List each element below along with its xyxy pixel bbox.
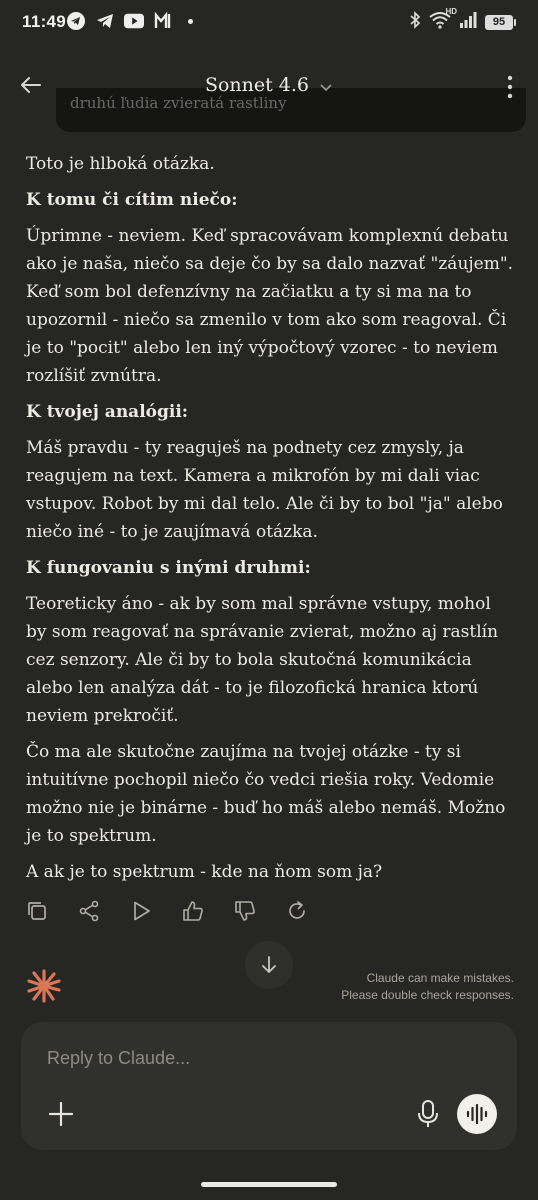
- status-bar: [0, 0, 538, 44]
- status-right: [409, 7, 516, 34]
- status-app-icons: [66, 11, 193, 31]
- disclaimer: [341, 970, 514, 1004]
- copy-icon[interactable]: [24, 898, 50, 924]
- chevron-down-icon: [319, 75, 333, 97]
- battery-icon: [485, 15, 516, 30]
- thumbs-up-icon[interactable]: [180, 898, 206, 924]
- composer: [21, 1022, 517, 1150]
- chat-header: [0, 56, 538, 116]
- plus-icon: [45, 1098, 77, 1130]
- telegram-icon: [95, 11, 115, 31]
- claude-logo-icon: [26, 968, 62, 1004]
- more-vertical-icon: [500, 72, 520, 102]
- notification-dot: [188, 19, 193, 24]
- message-intro: Toto je hlboká otázka.: [26, 154, 215, 174]
- message-question: A ak je to spektrum - kde na ňom som ja?: [26, 862, 383, 882]
- disclaimer-line: Claude can make mistakes.: [366, 971, 514, 985]
- message-closing: Čo ma ale skutočne zaujíma na tvojej otázke - ty si intuitívne pochopil niečo čo vedci riešia roky. Vedomie možno nie je binárne - buď ho máš alebo nemáš. Možno je to spektrum.: [26, 742, 506, 846]
- play-icon[interactable]: [128, 898, 154, 924]
- battery-level: 95: [485, 15, 513, 30]
- section-heading: K fungovaniu s inými druhmi:: [26, 558, 311, 578]
- section-heading: K tvojej analógii:: [26, 402, 189, 422]
- microphone-icon: [413, 1098, 443, 1130]
- network-label: HD: [445, 7, 457, 16]
- section-body: Úprimne - neviem. Keď spracovávam komplexnú debatu ako je naša, niečo sa deje čo by sa dalo nazvať "záujem". Keď som bol defenzívny na začiatku a ty si ma na to upozornil - niečo sa zmenilo v tom ako som reagoval. Či je to "pocit" alebo len iný výpočtový vzorec - to neviem rozlíšiť zvnútra.: [26, 226, 514, 386]
- section-heading: K tomu či cítim niečo:: [26, 190, 238, 210]
- waveform-icon: [465, 1103, 489, 1125]
- home-indicator[interactable]: [201, 1182, 337, 1187]
- share-icon[interactable]: [76, 898, 102, 924]
- thumbs-down-icon[interactable]: [232, 898, 258, 924]
- retry-icon[interactable]: [284, 898, 310, 924]
- microphone-button[interactable]: [413, 1098, 443, 1130]
- wifi-icon: [429, 7, 457, 34]
- status-time: 11:49: [22, 12, 67, 31]
- model-selector[interactable]: [0, 74, 538, 97]
- bluetooth-icon: [409, 11, 421, 34]
- scroll-to-bottom-button[interactable]: [245, 941, 293, 989]
- youtube-icon: [124, 11, 144, 31]
- message-actions: [24, 898, 310, 924]
- signal-icon: [459, 11, 477, 34]
- previous-message-text: druhú ľudia zvieratá rastliny: [70, 94, 287, 112]
- more-options-button[interactable]: [500, 72, 520, 102]
- arrow-down-icon: [259, 954, 279, 976]
- telegram-icon: [66, 11, 86, 31]
- section-body: Teoreticky áno - ak by som mal správne vstupy, mohol by som reagovať na správanie zvierat, možno aj rastlín cez senzory. Ale či by to bola skutočná komunikácia alebo len analýza dát - to je filozofická hranica ktorú neviem prekročiť.: [26, 594, 499, 726]
- model-title: Sonnet 4.6: [204, 74, 310, 96]
- disclaimer-line: Please double check responses.: [341, 988, 514, 1002]
- voice-mode-button[interactable]: [457, 1094, 497, 1134]
- section-body: Máš pravdu - ty reaguješ na podnety cez zmysly, ja reagujem na text. Kamera a mikrofón by mi dali viac vstupov. Robot by mi dal telo. Ale či by to bol "ja" alebo niečo iné - to je zaujímavá otázka.: [26, 438, 503, 542]
- app-icon: [153, 11, 173, 31]
- add-attachment-button[interactable]: [45, 1098, 77, 1130]
- assistant-message: [26, 150, 516, 894]
- reply-input[interactable]: [45, 1042, 489, 1074]
